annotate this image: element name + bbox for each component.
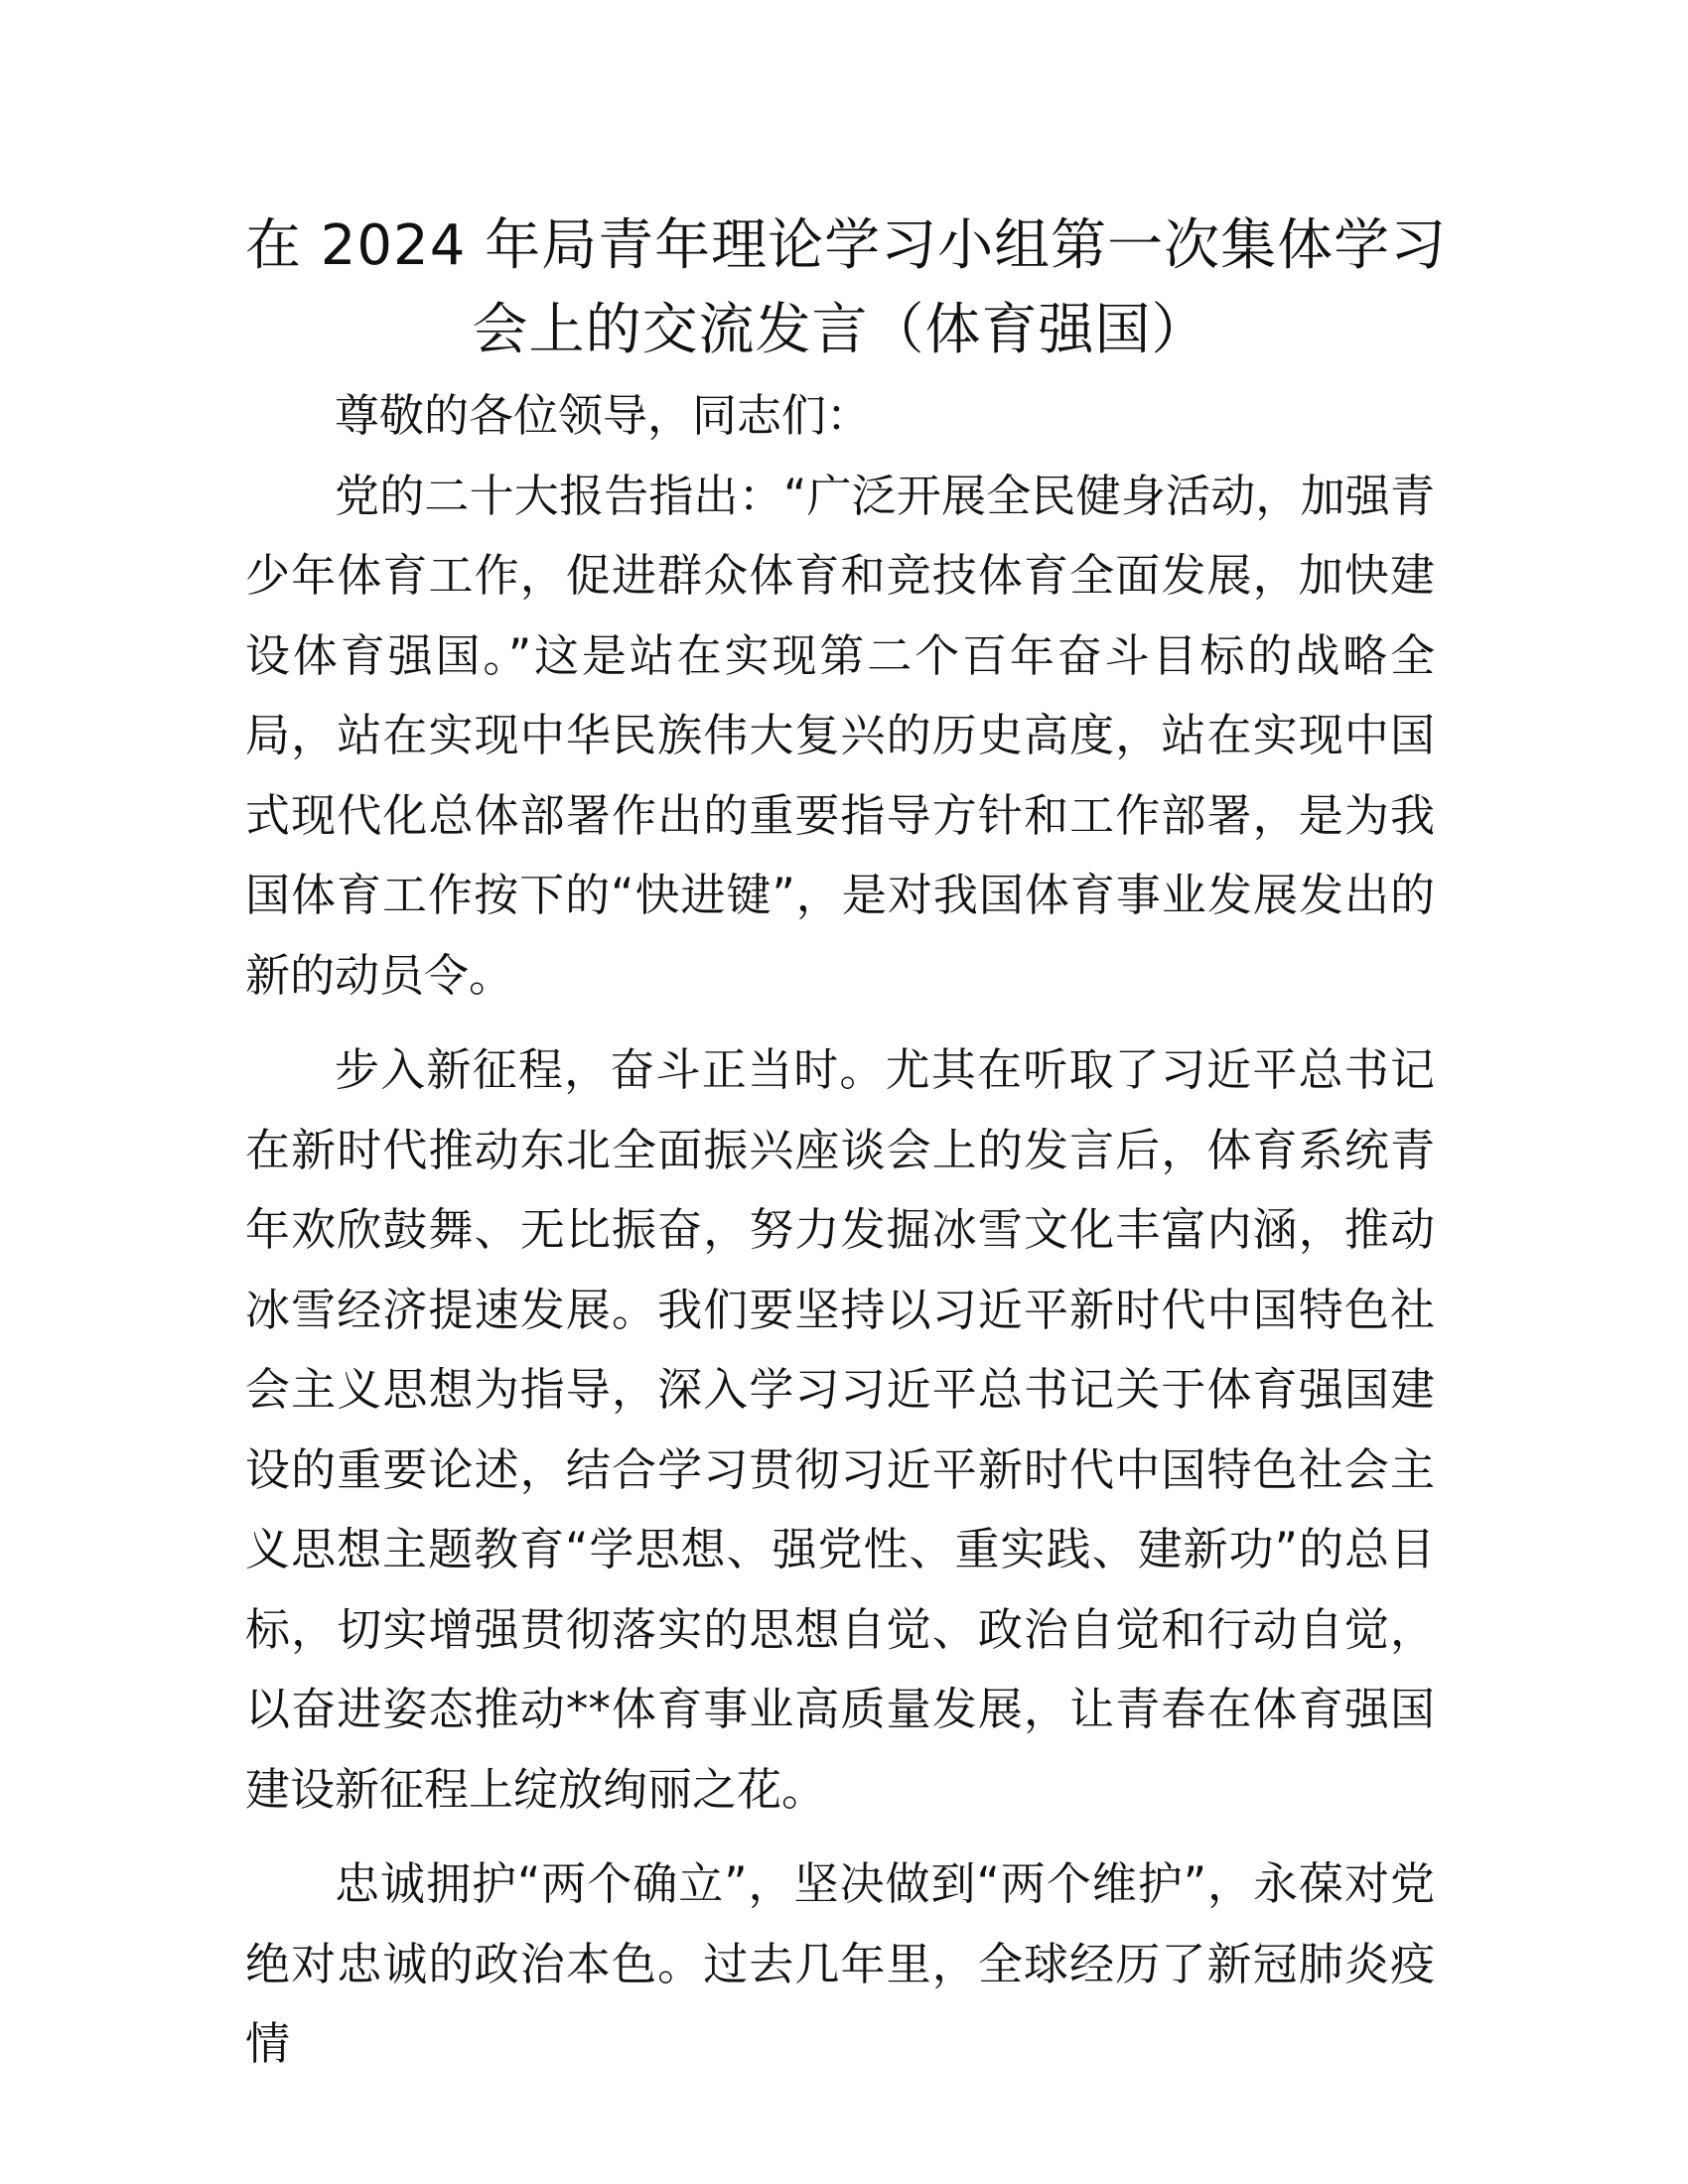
salutation: 尊敬的各位领导，同志们： bbox=[335, 389, 872, 442]
document-content bbox=[245, 204, 1448, 2085]
document-body bbox=[245, 376, 1435, 2085]
document-title bbox=[245, 204, 1448, 372]
title-line-1: 在 2024 年局青年理论学习小组第一次集体学习 bbox=[245, 213, 1448, 278]
paragraph-2: 步入新征程，奋斗正当时。尤其在听取了习近平总书记在新时代推动东北全面振兴座谈会上的发言后，体育系统青年欢欣鼓舞、无比振奋，努力发掘冰雪文化丰富内涵，推动冰雪经济提速发展。我们要坚持以习近平新时代中国特色社会主义思想为指导，深入学习习近平总书记关于体育强国建设的重要论述，结合学习贯彻习近平新时代中国特色社会主义思想主题教育“学思想、强党性、重实践、建新功”的总目标，切实增强贯彻落实的思想自觉、政治自觉和行动自觉，以奋进姿态推动**体育事业高质量发展，让青春在体育强国建设新征程上绽放绚丽之花。 bbox=[245, 1043, 1435, 1816]
title-line-2: 会上的交流发言（体育强国） bbox=[472, 298, 1208, 362]
paragraph-3: 忠诚拥护“两个确立”，坚决做到“两个维护”，永葆对党绝对忠诚的政治本色。过去几年里，全球经历了新冠肺炎疫情 bbox=[245, 1857, 1435, 2070]
paragraph-1: 党的二十大报告指出：“广泛开展全民健身活动，加强青少年体育工作，促进群众体育和竞技体育全面发展，加快建设体育强国。”这是站在实现第二个百年奋斗目标的战略全局，站在实现中华民族伟大复兴的历史高度，站在实现中国式现代化总体部署作出的重要指导方针和工作部署，是为我国体育工作按下的“快进键”，是对我国体育事业发展发出的新的动员令。 bbox=[245, 469, 1435, 1002]
